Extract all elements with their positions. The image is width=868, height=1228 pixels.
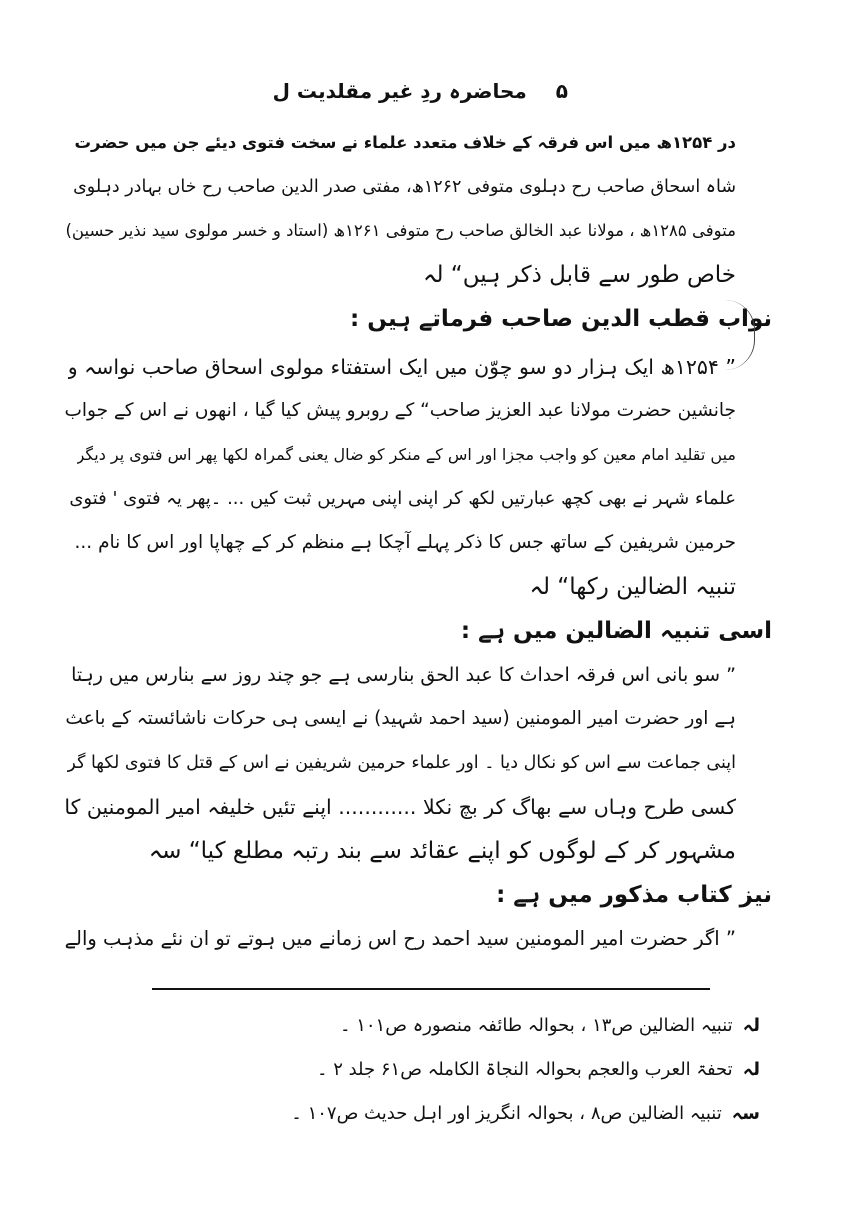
text-line: ” اگر حضرت امیر المومنین سید احمد رح اس زمانے میں ہوتے تو ان نئے مذہب والے <box>64 927 736 950</box>
footnote <box>340 1010 760 1042</box>
section-heading: نیز کتاب مذکور میں ہے : <box>496 882 772 908</box>
page-header <box>273 74 568 108</box>
text-line: متوفی ۱۲۸۵ھ ، مولانا عبد الخالق صاحب رح متوفی ۱۲۶۱ھ (استاد و خسر مولوی سید نذیر حسین) <box>65 221 736 240</box>
text-line: کسی طرح وہاں سے بھاگ کر بچ نکلا ............ اپنے تئیں خلیفہ امیر المومنین کا <box>64 795 736 819</box>
footnote-mark: لہ <box>742 1059 760 1080</box>
footnote-text: تنبیہ الضالین ص۱۳ ، بحوالہ طائفہ منصورہ ص۱۰۱ ۔ <box>339 1015 733 1036</box>
text-line: ہے اور حضرت امیر المومنین (سید احمد شہید) نے ایسی ہی حرکات ناشائستہ کے باعث <box>65 708 736 729</box>
footnote-text: تنبیہ الضالین ص۸ ، بحوالہ انگریز اور اہل حدیث ص۱۰۷ ۔ <box>291 1103 722 1124</box>
text-line: در ۱۲۵۴ھ میں اس فرقہ کے خلاف متعدد علماء نے سخت فتوی دیئے جن میں حضرت <box>74 133 736 152</box>
text-line: میں تقلید امام معین کو واجب مجزا اور اس کے منکر کو ضال یعنی گمراہ لکھا پھر اس فتوی پر دیگر <box>76 445 736 464</box>
footnote-divider <box>152 988 710 990</box>
text-line: علماء شہر نے بھی کچھ عبارتیں لکھ کر اپنی اپنی مہریں ثبت کیں ... ۔پھر یہ فتوی ' فتوی <box>69 488 736 509</box>
text-line: ” سو بانی اس فرقہ احداث کا عبد الحق بنارسی ہے جو چند روز سے بنارس میں رہتا <box>71 664 736 686</box>
footnote-text: تحفۃ العرب والعجم بحوالہ النجاۃ الکاملہ ص۶۱ جلد ۲ ۔ <box>316 1059 733 1080</box>
footnote-mark: سہ <box>731 1103 760 1124</box>
footnote <box>317 1054 760 1086</box>
page-number: ۵ <box>555 79 568 103</box>
section-heading: اسی تنبیہ الضالین میں ہے : <box>460 618 772 644</box>
text-line: جانشین حضرت مولانا عبد العزیز صاحب“ کے روبرو پیش کیا گیا ، انھوں نے اس کے جواب <box>64 400 736 421</box>
footnote <box>291 1098 760 1130</box>
text-line: اپنی جماعت سے اس کو نکال دیا ۔ اور علماء حرمین شریفین نے اس کے قتل کا فتوی لکھا گر <box>67 753 736 773</box>
text-line: ” ۱۲۵۴ھ ایک ہزار دو سو چوّن میں ایک استفتاء مولوی اسحاق صاحب نواسہ و <box>67 355 736 379</box>
text-line: تنبیہ الضالین رکھا“ لہ <box>529 574 736 600</box>
header-title: محاضرہ ردِ غیر مقلدیت ل <box>272 79 527 103</box>
footnote-mark: لہ <box>742 1015 760 1036</box>
text-line: شاہ اسحاق صاحب رح دہلوی متوفی ۱۲۶۲ھ، مفتی صدر الدین صاحب رح خاں بہادر دہلوی <box>73 177 736 197</box>
text-line: مشہور کر کے لوگوں کو اپنے عقائد سے بند رتبہ مطلع کیا“ سہ <box>148 838 736 864</box>
text-line: خاص طور سے قابل ذکر ہیں“ لہ <box>423 262 736 288</box>
section-heading: نواب قطب الدین صاحب فرماتے ہیں : <box>350 306 772 332</box>
text-line: حرمین شریفین کے ساتھ جس کا ذکر پہلے آچکا ہے منظم کر کے چھاپا اور اس کا نام ... <box>74 532 736 553</box>
